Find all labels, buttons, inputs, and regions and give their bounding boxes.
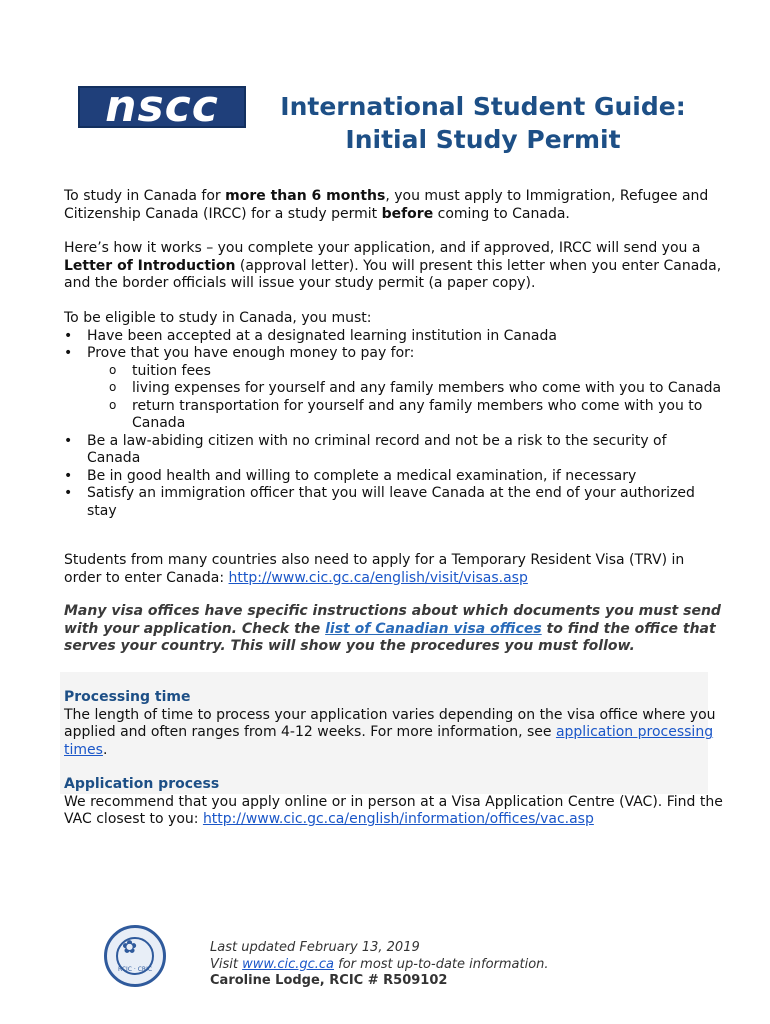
visit-text: Visit [210, 956, 243, 972]
intro-text: To study in Canada for [64, 188, 226, 204]
processing-end: . [102, 741, 108, 758]
nscc-logo [78, 81, 246, 132]
title-line-1: International Student Guide: [280, 92, 686, 121]
intro-text: coming to Canada. [433, 205, 570, 222]
intro-emphasis-before: before [381, 205, 434, 222]
list-item [64, 345, 724, 433]
maple-leaf-icon: ✿ [122, 937, 138, 958]
visa-office-note [64, 603, 724, 656]
processing-heading: Processing time [64, 689, 191, 705]
processing-text [64, 707, 724, 760]
visa-offices-link[interactable]: list of Canadian visa offices [325, 620, 542, 637]
cic-link[interactable]: www.cic.gc.ca [242, 956, 335, 972]
processing-body: The length of time to process your application varies depending on the visa office where you applied and often ranges from 4-12 weeks. For more information, see [64, 706, 716, 740]
intro-paragraph-1 [64, 188, 724, 223]
trv-text: Students from many countries also need to apply for a Temporary Resident Visa (TRV) in order to enter Canada: [64, 552, 685, 586]
title-line-2: Initial Study Permit [345, 125, 621, 154]
trv-link[interactable]: http://www.cic.gc.ca/english/visit/visas.asp [228, 569, 528, 586]
application-body: We recommend that you apply online or in person at a Visa Application Centre (VAC). Find the VAC closest to you: [64, 793, 723, 827]
application-heading: Application process [64, 776, 220, 792]
list-item: • Satisfy an immigration officer that you will leave Canada at the end of your authorized stay [64, 485, 724, 520]
funds-sublist [64, 363, 724, 433]
intro-emphasis-duration: more than 6 months [225, 188, 386, 204]
list-item: • Have been accepted at a designated learning institution in Canada [64, 328, 724, 346]
eligibility-section [64, 310, 724, 520]
visit-text: for most up-to-date information. [334, 956, 549, 972]
processing-section [64, 689, 724, 759]
page-title [268, 90, 698, 156]
intro-text: (approval letter). You will present this letter when you enter Canada, and the border officials will issue your study permit (a paper copy). [64, 257, 722, 291]
logo-text: nscc [105, 81, 219, 132]
sub-list-item: o living expenses for yourself and any family members who come with you to Canada [109, 380, 724, 398]
footer [210, 940, 549, 990]
intro-text: Here’s how it works – you complete your application, and if approved, IRCC will send you a [64, 240, 701, 256]
signature: Caroline Lodge, RCIC # R509102 [210, 973, 448, 988]
visit-line [210, 957, 549, 974]
trv-paragraph [64, 552, 724, 587]
processing-times-link[interactable]: application processing times [64, 724, 714, 758]
intro-emphasis-letter: Letter of Introduction [64, 257, 236, 274]
note-text: to find the office that serves your country. This will show you the procedures you must follow. [64, 620, 716, 654]
intro-paragraph-2 [64, 240, 724, 293]
list-item: • Be in good health and willing to complete a medical examination, if necessary [64, 468, 724, 486]
last-updated: Last updated February 13, 2019 [210, 940, 420, 955]
seal-label: RCIC · CRIC [117, 966, 153, 973]
sub-list-item: o tuition fees [109, 363, 724, 381]
rcic-seal [104, 925, 166, 987]
application-section [64, 776, 724, 829]
intro-text: , you must apply to Immigration, Refugee and Citizenship Canada (IRCC) for a study permit [64, 188, 709, 222]
eligibility-lead: To be eligible to study in Canada, you must: [64, 310, 372, 326]
list-item: • Be a law-abiding citizen with no criminal record and not be a risk to the security of Canada [64, 433, 724, 468]
application-text [64, 794, 724, 829]
list-item-text: Prove that you have enough money to pay for: [87, 345, 415, 361]
vac-link[interactable]: http://www.cic.gc.ca/english/information/offices/vac.asp [202, 811, 594, 827]
sub-list-item: o return transportation for yourself and any family members who come with you to Canada [109, 398, 724, 433]
note-text: Many visa offices have specific instructions about which documents you must send with your application. Check the [64, 603, 721, 637]
eligibility-list [64, 328, 724, 521]
